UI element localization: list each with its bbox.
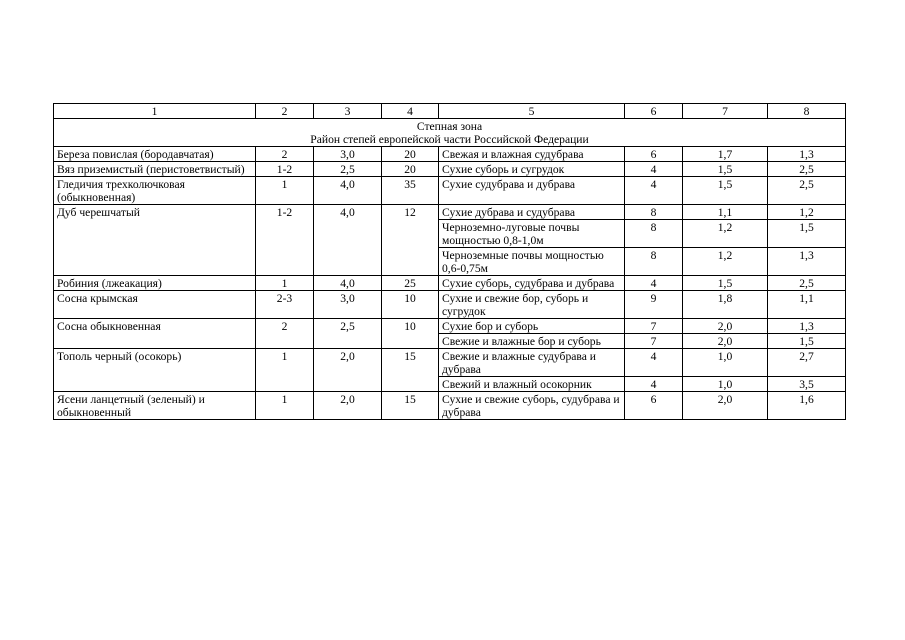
col6-cell: 6 [625, 147, 683, 162]
column-header: 5 [439, 104, 625, 119]
col2-cell: 1-2 [256, 162, 314, 177]
col6-cell: 8 [625, 248, 683, 276]
species-cell: Сосна обыкновенная [54, 319, 256, 349]
condition-cell: Сухие суборь и сугрудок [439, 162, 625, 177]
col2-cell: 2 [256, 147, 314, 162]
col7-cell: 1,0 [683, 377, 768, 392]
table-row [54, 147, 846, 162]
col2-cell: 2 [256, 319, 314, 349]
col4-cell: 35 [382, 177, 439, 205]
column-header: 6 [625, 104, 683, 119]
column-header: 8 [768, 104, 846, 119]
col7-cell: 2,0 [683, 392, 768, 420]
species-cell: Вяз приземистый (перистоветвистый) [54, 162, 256, 177]
col4-cell: 12 [382, 205, 439, 276]
condition-cell: Черноземно-луговые почвы мощностью 0,8-1,0м [439, 220, 625, 248]
col6-cell: 4 [625, 276, 683, 291]
column-number-row [54, 104, 846, 119]
condition-cell: Сухие судубрава и дубрава [439, 177, 625, 205]
table-row [54, 291, 846, 319]
condition-cell: Свежий и влажный осокорник [439, 377, 625, 392]
col8-cell: 2,7 [768, 349, 846, 377]
col6-cell: 4 [625, 177, 683, 205]
col8-cell: 3,5 [768, 377, 846, 392]
condition-cell: Свежие и влажные бор и суборь [439, 334, 625, 349]
col4-cell: 20 [382, 147, 439, 162]
col3-cell: 3,0 [314, 291, 382, 319]
col8-cell: 1,5 [768, 220, 846, 248]
species-cell: Робиния (лжеакация) [54, 276, 256, 291]
col6-cell: 7 [625, 319, 683, 334]
col2-cell: 1 [256, 177, 314, 205]
column-header: 7 [683, 104, 768, 119]
col7-cell: 1,2 [683, 248, 768, 276]
col7-cell: 2,0 [683, 334, 768, 349]
table-row [54, 349, 846, 377]
col3-cell: 4,0 [314, 205, 382, 276]
col8-cell: 1,3 [768, 319, 846, 334]
zone-title: Степная зона [416, 120, 483, 133]
col4-cell: 10 [382, 319, 439, 349]
column-header: 3 [314, 104, 382, 119]
condition-cell: Сухие и свежие бор, суборь и сугрудок [439, 291, 625, 319]
column-header: 4 [382, 104, 439, 119]
col6-cell: 4 [625, 377, 683, 392]
species-cell: Дуб черешчатый [54, 205, 256, 276]
table-row [54, 392, 846, 420]
col7-cell: 2,0 [683, 319, 768, 334]
condition-cell: Свежие и влажные судубрава и дубрава [439, 349, 625, 377]
col4-cell: 20 [382, 162, 439, 177]
col7-cell: 1,8 [683, 291, 768, 319]
species-cell: Сосна крымская [54, 291, 256, 319]
col3-cell: 2,0 [314, 349, 382, 392]
col2-cell: 1-2 [256, 205, 314, 276]
col7-cell: 1,7 [683, 147, 768, 162]
col8-cell: 1,2 [768, 205, 846, 220]
col7-cell: 1,5 [683, 276, 768, 291]
col8-cell: 1,3 [768, 248, 846, 276]
col3-cell: 4,0 [314, 276, 382, 291]
column-header: 2 [256, 104, 314, 119]
zone-subtitle: Район степей европейской части Российской Федерации [310, 133, 589, 146]
col6-cell: 8 [625, 205, 683, 220]
col8-cell: 2,5 [768, 276, 846, 291]
table-row [54, 276, 846, 291]
condition-cell: Сухие суборь, судубрава и дубрава [439, 276, 625, 291]
col6-cell: 9 [625, 291, 683, 319]
col6-cell: 4 [625, 162, 683, 177]
col3-cell: 3,0 [314, 147, 382, 162]
column-header: 1 [54, 104, 256, 119]
species-cell: Тополь черный (осокорь) [54, 349, 256, 392]
col3-cell: 2,0 [314, 392, 382, 420]
col6-cell: 6 [625, 392, 683, 420]
condition-cell: Сухие и свежие суборь, судубрава и дубрава [439, 392, 625, 420]
col6-cell: 8 [625, 220, 683, 248]
col4-cell: 15 [382, 392, 439, 420]
col8-cell: 1,5 [768, 334, 846, 349]
table-row [54, 319, 846, 334]
col8-cell: 2,5 [768, 162, 846, 177]
condition-cell: Сухие дубрава и судубрава [439, 205, 625, 220]
table-row [54, 205, 846, 220]
col2-cell: 1 [256, 349, 314, 392]
table-row [54, 162, 846, 177]
zone-row [54, 119, 846, 147]
species-cell: Береза повислая (бородавчатая) [54, 147, 256, 162]
condition-cell: Черноземные почвы мощностью 0,6-0,75м [439, 248, 625, 276]
col8-cell: 1,6 [768, 392, 846, 420]
col4-cell: 10 [382, 291, 439, 319]
condition-cell: Сухие бор и суборь [439, 319, 625, 334]
col4-cell: 25 [382, 276, 439, 291]
col8-cell: 2,5 [768, 177, 846, 205]
col7-cell: 1,0 [683, 349, 768, 377]
col2-cell: 1 [256, 392, 314, 420]
col6-cell: 7 [625, 334, 683, 349]
col3-cell: 2,5 [314, 319, 382, 349]
col8-cell: 1,1 [768, 291, 846, 319]
col2-cell: 1 [256, 276, 314, 291]
col7-cell: 1,2 [683, 220, 768, 248]
col7-cell: 1,5 [683, 162, 768, 177]
col6-cell: 4 [625, 349, 683, 377]
condition-cell: Свежая и влажная судубрава [439, 147, 625, 162]
col2-cell: 2-3 [256, 291, 314, 319]
col7-cell: 1,1 [683, 205, 768, 220]
species-cell: Ясени ланцетный (зеленый) и обыкновенный [54, 392, 256, 420]
col4-cell: 15 [382, 349, 439, 392]
col3-cell: 2,5 [314, 162, 382, 177]
species-table [53, 103, 846, 420]
zone-cell [54, 119, 846, 147]
col3-cell: 4,0 [314, 177, 382, 205]
species-cell: Гледичия трехколючковая (обыкновенная) [54, 177, 256, 205]
table-row [54, 177, 846, 205]
col8-cell: 1,3 [768, 147, 846, 162]
col7-cell: 1,5 [683, 177, 768, 205]
